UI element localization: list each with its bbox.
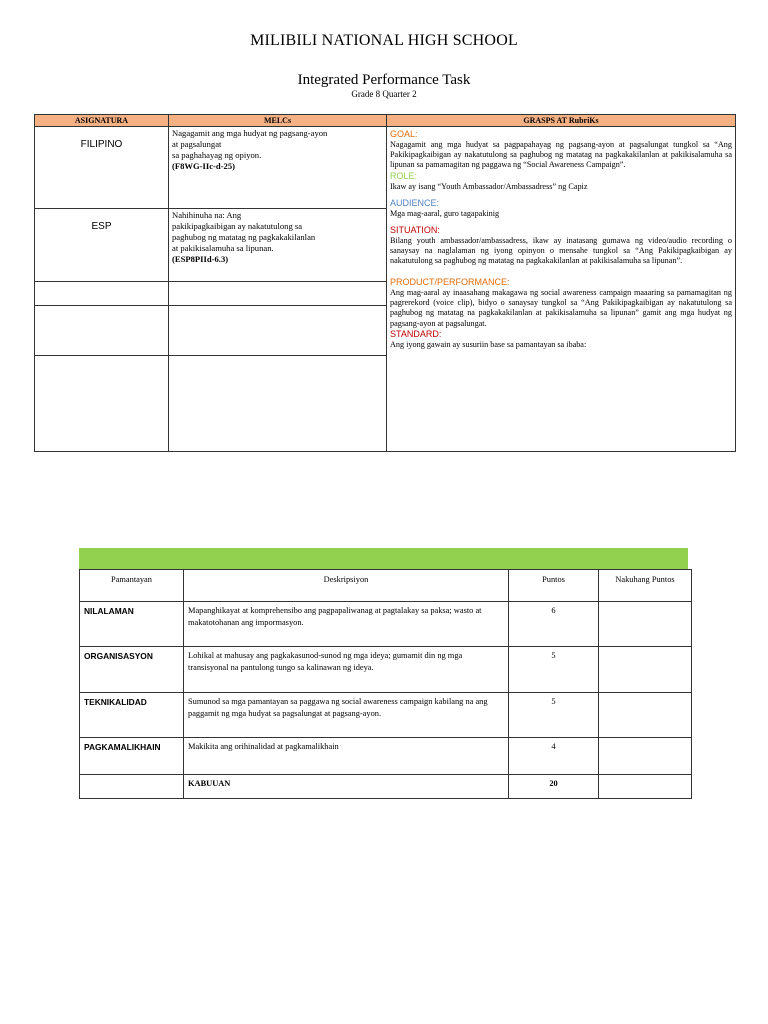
melc-esp <box>169 209 387 282</box>
criterion-points: 5 <box>509 647 599 693</box>
empty-cell <box>35 282 169 306</box>
header-puntos: Puntos <box>509 570 599 602</box>
empty-cell <box>35 306 169 356</box>
earned-points-cell[interactable] <box>599 602 692 647</box>
criterion-pagkamalikhain: PAGKAMALIKHAIN <box>80 738 184 775</box>
criterion-points: 4 <box>509 738 599 775</box>
header-asignatura: ASIGNATURA <box>35 115 169 127</box>
situation-text: Bilang youth ambassador/ambassadress, ikaw ay inatasang gumawa ng video/audio recording o sanaysay na naglalaman ng iyong opinyon o mensahe tungkol sa “Ang Pakikipagkaibigan ay nakatutulong sa paghubog ng matatag na pagkakakilanlan at pakikisalamuha sa lipunan”. <box>390 235 732 266</box>
earned-total-cell[interactable] <box>599 775 692 799</box>
rubric-header-bar <box>79 548 688 569</box>
table-row <box>80 738 692 775</box>
criterion-nilalaman: NILALAMAN <box>80 602 184 647</box>
subject-esp: ESP <box>35 209 169 282</box>
task-subtitle: Grade 8 Quarter 2 <box>351 89 417 99</box>
earned-points-cell[interactable] <box>599 647 692 693</box>
empty-cell <box>169 306 387 356</box>
role-text: Ikaw ay isang “Youth Ambassador/Ambassadress” ng Capiz <box>390 181 588 191</box>
table-row <box>80 647 692 693</box>
school-name: MILIBILI NATIONAL HIGH SCHOOL <box>250 32 518 49</box>
empty-cell <box>80 775 184 799</box>
melc-line: paghubog ng matatag ng pagkakakilanlan <box>172 232 316 242</box>
melc-line: pakikipagkaibigan ay nakatutulong sa <box>172 221 303 231</box>
rubric-header-row <box>80 570 692 602</box>
situation-label: SITUATION: <box>390 225 440 236</box>
melc-code: (F8WG-IIc-d-25) <box>172 161 236 171</box>
subject-filipino: FILIPINO <box>35 127 169 209</box>
melc-line: Nagagamit ang mga hudyat ng pagsang-ayon <box>172 128 328 138</box>
criterion-points: 6 <box>509 602 599 647</box>
earned-points-cell[interactable] <box>599 693 692 738</box>
melc-line: at pagsalungat <box>172 139 222 149</box>
header-pamantayan: Pamantayan <box>80 570 184 602</box>
header-melcs: MELCs <box>169 115 387 127</box>
empty-cell <box>169 356 387 452</box>
melc-code: (ESP8PIId-6.3) <box>172 254 229 264</box>
melc-line: at pakikisalamuha sa lipunan. <box>172 243 274 253</box>
standard-label: STANDARD: <box>390 328 442 339</box>
empty-cell <box>169 282 387 306</box>
product-text: Ang mag-aaral ay inaasahang makagawa ng social awareness campaign maaaring sa pamamagitan ng pagrerekord (voice clip), bidyo o sanaysay tungkol sa “Ang Pakikipagkaibigan ay nakatutulong sa paghubog ng matatag na pagkakakilanlan at pakikisalamuha sa lipunan” gamit ang mga hudyat ng pagsang-ayon at pagsalungat. <box>390 287 732 328</box>
criterion-points: 5 <box>509 693 599 738</box>
empty-cell <box>35 356 169 452</box>
total-label: KABUUAN <box>184 775 509 799</box>
melc-line: Nahihinuha na: Ang <box>172 210 242 220</box>
grasps-table-header <box>35 115 736 127</box>
header-grasps: GRASPS AT RubriKs <box>387 115 736 127</box>
header-deskripsiyon: Deskripsiyon <box>184 570 509 602</box>
product-label: PRODUCT/PERFORMANCE: <box>390 276 510 287</box>
role-label: ROLE: <box>390 170 418 181</box>
header-nakuhang-puntos: Nakuhang Puntos <box>599 570 692 602</box>
total-points: 20 <box>509 775 599 799</box>
table-row <box>80 693 692 738</box>
audience-label: AUDIENCE: <box>390 197 440 208</box>
criterion-description: Makikita ang orihinalidad at pagkamalikhain <box>184 738 509 775</box>
grasps-cell <box>387 127 736 452</box>
criterion-organisasyon: ORGANISASYON <box>80 647 184 693</box>
grasps-table <box>34 114 736 452</box>
criterion-description: Sumunod sa mga pamantayan sa paggawa ng social awareness campaign kabilang na ang paggamit ng mga hudyat sa pagsalungat at pagsang-ayon. <box>184 693 509 738</box>
criterion-description: Mapanghikayat at komprehensibo ang pagpapaliwanag at pagtalakay sa paksa; wasto at makatotohanan ang impormasyon. <box>184 602 509 647</box>
audience-text: Mga mag-aaral, guro tagapakinig <box>390 208 500 218</box>
table-row <box>80 775 692 799</box>
earned-points-cell[interactable] <box>599 738 692 775</box>
goal-label: GOAL: <box>390 129 418 139</box>
standard-text: Ang iyong gawain ay susuriin base sa pamantayan sa ibaba: <box>390 339 587 349</box>
task-title: Integrated Performance Task <box>297 72 471 88</box>
melc-line: sa paghahayag ng opiyon. <box>172 150 262 160</box>
criterion-description: Lohikal at mahusay ang pagkakasunod-sunod ng mga ideya; gumamit din ng mga transisyonal na pantulong tungo sa kalinawan ng ideya. <box>184 647 509 693</box>
table-row <box>80 602 692 647</box>
table-row <box>35 127 736 209</box>
goal-text: Nagagamit ang mga hudyat sa pagpapahayag ng pagsang-ayon at pagsalungat tungkol sa “Ang Pakikipagkaibigan ay nakatutulong sa paghubog ng matatag na pagkakakilanlan at pakikisalamuha sa lipunan sa pamamagitan ng paggawa ng “Social Awareness Campaign”. <box>390 139 732 170</box>
rubric-table <box>79 569 692 799</box>
melc-filipino <box>169 127 387 209</box>
criterion-teknikalidad: TEKNIKALIDAD <box>80 693 184 738</box>
